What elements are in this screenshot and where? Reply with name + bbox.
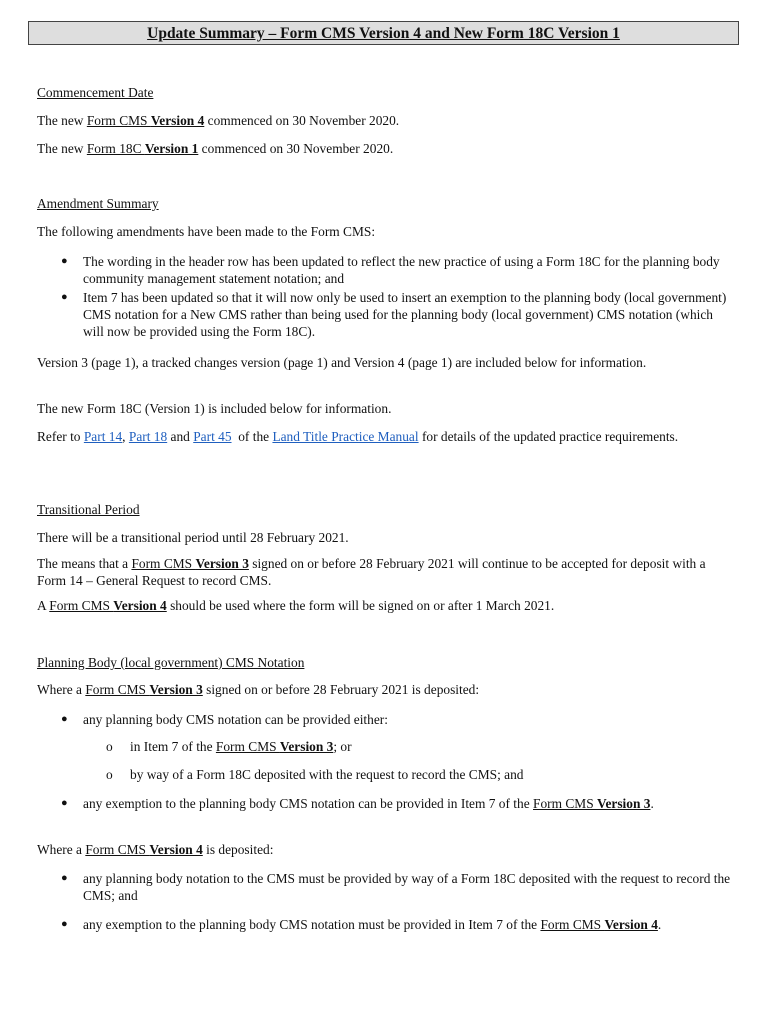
amendment-heading: Amendment Summary (37, 196, 159, 211)
form-cms-reference: Form CMS Version 4 (540, 917, 658, 932)
refer-paragraph: Refer to Part 14, Part 18 and Part 45 of the Land Title Practice Manual for details of the updated practice requirements. (37, 429, 679, 444)
practice-manual-link[interactable]: Land Title Practice Manual (272, 429, 419, 444)
bullet-icon: ● (61, 918, 68, 930)
amendment-intro: The following amendments have been made to the Form CMS: (37, 224, 376, 239)
bullet-icon: ● (61, 797, 68, 809)
planning-v3-sub-2: by way of a Form 18C deposited with the request to record the CMS; and (130, 767, 524, 782)
planning-v4-bullet-2: any exemption to the planning body CMS notation must be provided in Item 7 of the Form CMS Version 4. (83, 917, 662, 932)
transitional-line-3: A Form CMS Version 4 should be used where the form will be signed on or after 1 March 2021. (37, 598, 555, 613)
bullet-icon: ● (61, 872, 68, 884)
commencement-line-cms: The new Form CMS Version 4 commenced on 30 November 2020. (37, 113, 400, 128)
form-cms-reference: Form CMS Version 4 (49, 598, 167, 613)
form-cms-reference: Form CMS Version 4 (85, 842, 203, 857)
form18c-note: The new Form 18C (Version 1) is included below for information. (37, 401, 392, 416)
sub-bullet-icon: o (106, 739, 113, 754)
form-cms-reference: Form CMS Version 3 (85, 682, 203, 697)
bullet-icon: ● (61, 713, 68, 725)
commencement-line-18c: The new Form 18C Version 1 commenced on 30 November 2020. (37, 141, 394, 156)
sub-bullet-icon: o (106, 767, 113, 782)
document-title: Update Summary – Form CMS Version 4 and New Form 18C Version 1 (147, 25, 620, 42)
amendment-bullet-1: The wording in the header row has been updated to reflect the new practice of using a Form 18C for the planning body community management statement notation; and (83, 254, 720, 286)
planning-v4-intro: Where a Form CMS Version 4 is deposited: (37, 842, 274, 857)
versions-note: Version 3 (page 1), a tracked changes version (page 1) and Version 4 (page 1) are included below for information. (37, 355, 647, 370)
title-banner (28, 21, 739, 45)
form-18c-reference: Form 18C Version 1 (86, 141, 199, 156)
form-cms-reference: Form CMS Version 3 (533, 796, 651, 811)
form-cms-reference: Form CMS Version 4 (86, 113, 205, 128)
part-14-link[interactable]: Part 14 (83, 429, 123, 444)
part-45-link[interactable]: Part 45 (193, 429, 232, 444)
planning-v3-sub-1: in Item 7 of the Form CMS Version 3; or (130, 739, 352, 754)
planning-v4-bullet-1: any planning body notation to the CMS must be provided by way of a Form 18C deposited with the request to record the CMS; and (83, 871, 731, 903)
amendment-bullet-2: Item 7 has been updated so that it will now only be used to insert an exemption to the planning body (local government) CMS notation for a New CMS rather than being used for the planning body (local government) CMS notation (which will now be provided using the Form 18C). (83, 290, 727, 339)
form-cms-reference: Form CMS Version 3 (215, 739, 334, 754)
planning-heading: Planning Body (local government) CMS Notation (37, 655, 305, 670)
planning-v3-bullet-1: any planning body CMS notation can be provided either: (83, 712, 388, 727)
planning-v3-intro: Where a Form CMS Version 3 signed on or before 28 February 2021 is deposited: (37, 682, 480, 697)
form-cms-reference: Form CMS Version 3 (131, 556, 249, 571)
transitional-heading: Transitional Period (37, 502, 140, 517)
planning-v3-bullet-2: any exemption to the planning body CMS notation can be provided in Item 7 of the Form CMS Version 3. (83, 796, 654, 811)
part-18-link[interactable]: Part 18 (128, 429, 168, 444)
commencement-heading: Commencement Date (37, 85, 154, 100)
transitional-line-1: There will be a transitional period until 28 February 2021. (37, 530, 349, 545)
bullet-icon: ● (61, 255, 68, 267)
transitional-line-2: The means that a Form CMS Version 3 signed on or before 28 February 2021 will continue to be accepted for deposit with a Form 14 – General Request to record CMS. (37, 556, 706, 588)
bullet-icon: ● (61, 291, 68, 303)
